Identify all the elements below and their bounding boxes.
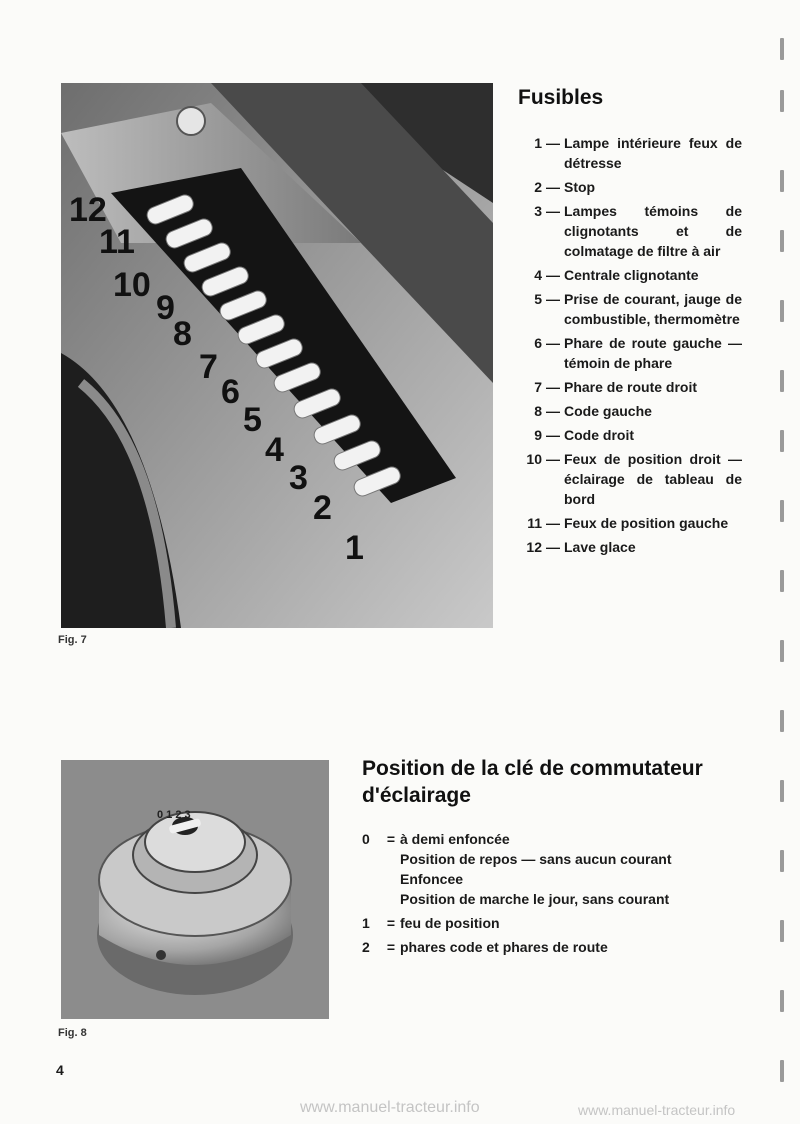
item-line: Enfoncee [400,871,464,887]
list-item [512,289,742,329]
item-text: Code gauche [564,403,652,419]
item-dash: — [546,515,560,531]
fuse-number: 3 [289,459,308,497]
item-equals: = [386,831,396,847]
item-number: 8 [534,403,542,419]
item-dash: — [546,135,560,151]
fuse-number: 9 [156,289,175,327]
fuse-list [512,133,742,561]
item-number: 4 [534,267,542,283]
item-dash: — [546,291,560,307]
item-number: 1 [534,135,542,151]
fuse-number: 4 [265,431,284,469]
page-number: 4 [56,1062,64,1078]
footer-watermark-right: www.manuel-tracteur.info [578,1102,736,1118]
fuse-number: 8 [173,315,192,353]
list-item [362,829,742,909]
item-number: 10 [526,451,542,467]
list-item [512,513,742,533]
item-number: 2 [534,179,542,195]
item-text: Centrale clignotante [564,267,699,283]
item-number: 2 [362,939,370,955]
fig7-caption: Fig. 7 [58,634,87,646]
item-dash: — [546,379,560,395]
item-dash: — [546,451,560,467]
footer-watermark-left: www.manuel-tracteur.info [300,1099,480,1116]
item-number: 9 [534,427,542,443]
item-dash: — [546,335,560,351]
item-text: Lampe intérieure feux de détresse [564,135,742,171]
item-line: à demi enfoncée [400,831,510,847]
item-text: Phare de route droit [564,379,698,395]
list-item [512,401,742,421]
item-dash: — [546,203,560,219]
item-text: Prise de courant, jauge de combustible, thermomètre [564,291,742,327]
item-number: 6 [534,335,542,351]
item-text: Feux de position droit — éclairage de tableau de bord [564,451,742,507]
fuse-box-photo [61,83,493,628]
fuse-number: 1 [345,529,364,567]
list-item [512,201,742,261]
item-line: phares code et phares de route [400,939,608,955]
position-title-line1: Position de la clé de commutateur [362,757,703,780]
list-item [512,425,742,445]
list-item [512,333,742,373]
item-text: Code droit [564,427,634,443]
position-list [362,829,742,961]
list-item [512,133,742,173]
fig8-caption: Fig. 8 [58,1027,87,1039]
item-number: 11 [527,515,542,531]
item-text [400,937,742,957]
item-text: Lampes témoins de clignotants et de colmatage de filtre à air [564,203,742,259]
item-number: 12 [526,539,542,555]
item-dash: — [546,539,560,555]
item-dash: — [546,179,560,195]
list-item [512,537,742,557]
item-equals: = [386,939,396,955]
fuse-number: 6 [221,373,240,411]
list-item [512,377,742,397]
binder-holes [780,30,794,1100]
item-dash: — [546,403,560,419]
position-title [362,755,703,809]
light-switch-photo [61,760,329,1019]
fuse-number: 7 [199,348,218,386]
list-item [512,449,742,509]
fusibles-title: Fusibles [518,86,604,109]
item-text: Phare de route gauche — témoin de phare [564,335,742,371]
item-text: Stop [564,179,596,195]
item-text [400,829,742,909]
item-line: feu de position [400,915,500,931]
list-item [512,177,742,197]
item-number: 0 [362,831,370,847]
fuse-number: 10 [113,266,151,304]
fuse-number: 2 [313,489,332,527]
item-text: Feux de position gauche [564,515,729,531]
item-text: Lave glace [564,539,636,555]
item-number: 5 [534,291,542,307]
item-number: 1 [362,915,370,931]
item-number: 7 [534,379,542,395]
item-text [400,913,742,933]
item-dash: — [546,427,560,443]
fuse-number: 12 [69,191,107,229]
list-item [512,265,742,285]
item-dash: — [546,267,560,283]
fuse-number: 5 [243,401,262,439]
fuse-number: 11 [99,223,135,261]
position-title-line2: d'éclairage [362,784,471,807]
item-number: 3 [534,203,542,219]
item-line: Position de repos — sans aucun courant [400,851,672,867]
list-item [362,913,742,933]
item-equals: = [386,915,396,931]
item-line: Position de marche le jour, sans courant [400,891,670,907]
switch-marks: 0 1 2 3 [157,809,191,821]
list-item [362,937,742,957]
